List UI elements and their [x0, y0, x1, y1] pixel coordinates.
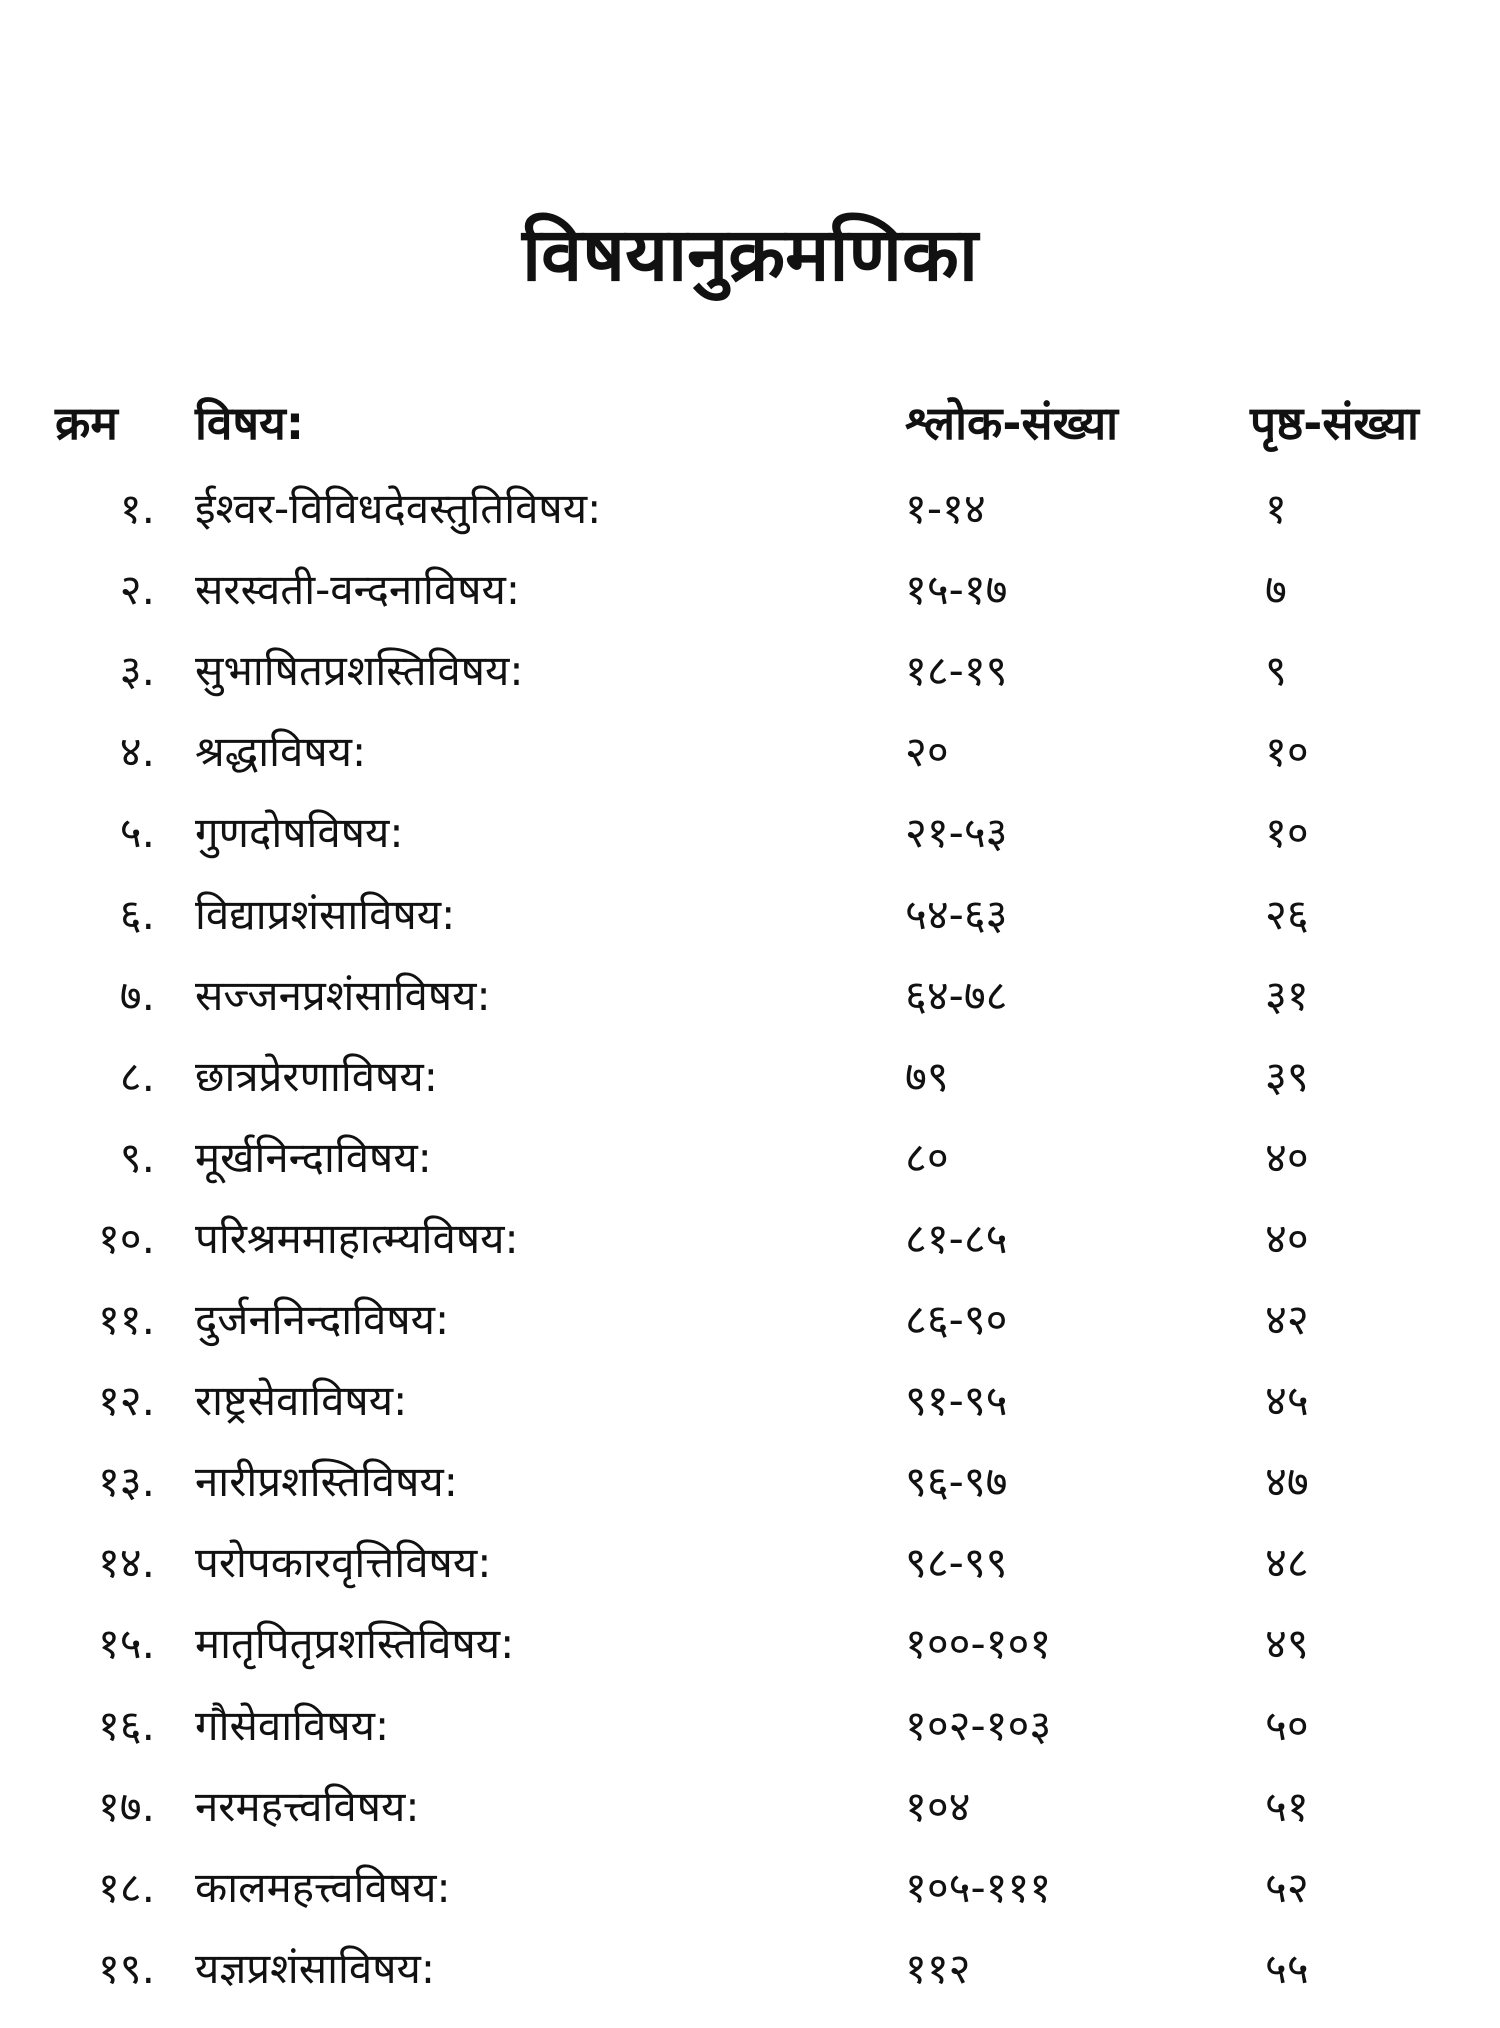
table-row [0, 1943, 1500, 2028]
serial-number: १८. [97, 1862, 155, 1912]
topic-name: परिश्रममाहात्म्यविषय: [195, 1213, 519, 1263]
topic-name: श्रद्धाविषय: [195, 727, 367, 777]
topic-name: मातृपितृप्रशस्तिविषय: [195, 1619, 515, 1669]
topic-name: नारीप्रशस्तिविषय: [195, 1457, 458, 1507]
serial-number: १०. [97, 1213, 155, 1263]
table-row [0, 889, 1500, 974]
page-number: १ [1265, 484, 1287, 533]
verse-range: २१-५३ [905, 808, 1008, 858]
verse-range: ८६-९० [905, 1295, 1008, 1344]
table-row [0, 1538, 1500, 1622]
table-row [0, 1376, 1500, 1460]
verse-range: ५४-६३ [905, 889, 1008, 939]
table-row [0, 727, 1500, 811]
topic-name: मूर्खनिन्दाविषय: [195, 1132, 432, 1182]
table-row [0, 565, 1500, 649]
verse-range: ८१-८५ [905, 1213, 1008, 1263]
page-number: ७ [1265, 565, 1287, 615]
page-number: १० [1265, 727, 1309, 777]
page-number: ९ [1265, 646, 1287, 696]
page-title: विषयानुक्रमणिका [522, 212, 978, 298]
header-page: पृष्ठ-संख्या [1250, 396, 1419, 450]
topic-name: परोपकारवृत्तिविषय: [195, 1538, 492, 1588]
topic-name: गुणदोषविषय: [195, 808, 404, 858]
verse-range: ९६-९७ [905, 1457, 1008, 1507]
topic-name: यज्ञप्रशंसाविषय: [195, 1943, 436, 1993]
serial-number: ११. [97, 1295, 155, 1344]
serial-number: १. [119, 484, 155, 533]
topic-name: नरमहत्त्वविषय: [195, 1781, 420, 1831]
verse-range: ९१-९५ [905, 1376, 1008, 1426]
serial-number: १६. [97, 1700, 155, 1750]
topic-name: सरस्वती-वन्दनाविषय: [195, 565, 521, 615]
page-number: ५० [1265, 1700, 1309, 1750]
verse-range: १०४ [905, 1781, 971, 1831]
page-number: ४५ [1265, 1376, 1309, 1426]
page-number: ५५ [1265, 1943, 1309, 1993]
verse-range: ९८-९९ [905, 1538, 1008, 1588]
serial-number: १३. [97, 1457, 155, 1507]
table-row [0, 970, 1500, 1055]
serial-number: ५. [119, 808, 155, 858]
serial-number: ९. [119, 1132, 155, 1182]
header-topic: विषय: [195, 396, 305, 450]
verse-range: ८० [905, 1132, 949, 1182]
topic-name: राष्ट्रसेवाविषय: [195, 1376, 408, 1426]
serial-number: १९. [97, 1943, 155, 1993]
serial-number: ६. [119, 889, 155, 939]
table-row [0, 1862, 1500, 1947]
serial-number: १७. [97, 1781, 155, 1831]
page-number: ४७ [1265, 1457, 1309, 1507]
topic-name: विद्याप्रशंसाविषय: [195, 889, 456, 939]
page-number: २६ [1265, 889, 1309, 939]
serial-number: १४. [97, 1538, 155, 1588]
table-row [0, 1781, 1500, 1866]
topic-name: दुर्जननिन्दाविषय: [195, 1295, 450, 1344]
serial-number: २. [119, 565, 155, 615]
page-number: ५१ [1265, 1781, 1309, 1831]
header-verses: श्लोक-संख्या [905, 396, 1119, 450]
page-number: ५२ [1265, 1862, 1309, 1912]
verse-range: १०५-१११ [905, 1862, 1052, 1912]
topic-name: छात्रप्रेरणाविषय: [195, 1051, 438, 1101]
topic-name: सज्जनप्रशंसाविषय: [195, 970, 491, 1020]
serial-number: ३. [119, 646, 155, 696]
table-row [0, 1295, 1500, 1379]
page-number: ३१ [1265, 970, 1309, 1020]
serial-number: १५. [97, 1619, 155, 1669]
verse-range: ११२ [905, 1943, 971, 1993]
topic-name: ईश्वर-विविधदेवस्तुतिविषय: [195, 484, 602, 533]
table-row [0, 1132, 1500, 1217]
verse-range: १०२-१०३ [905, 1700, 1052, 1750]
table-row [0, 646, 1500, 730]
table-row [0, 1051, 1500, 1136]
verse-range: २० [905, 727, 949, 777]
table-row [0, 484, 1500, 568]
verse-range: १८-१९ [905, 646, 1008, 696]
verse-range: १००-१०१ [905, 1619, 1052, 1669]
page-number: ४९ [1265, 1619, 1309, 1669]
topic-name: सुभाषितप्रशस्तिविषय: [195, 646, 524, 696]
page-number: ३९ [1265, 1051, 1309, 1101]
serial-number: ८. [119, 1051, 155, 1101]
table-row [0, 808, 1500, 892]
verse-range: ७९ [905, 1051, 949, 1101]
page-number: ४२ [1265, 1295, 1309, 1344]
page-number: ४० [1265, 1132, 1309, 1182]
table-row [0, 1457, 1500, 1541]
table-row [0, 1700, 1500, 1785]
verse-range: ६४-७८ [905, 970, 1008, 1020]
header-serial: क्रम [55, 396, 118, 450]
page-number: ४८ [1265, 1538, 1309, 1588]
serial-number: १२. [97, 1376, 155, 1426]
page-number: ४० [1265, 1213, 1309, 1263]
page-number: १० [1265, 808, 1309, 858]
topic-name: गौसेवाविषय: [195, 1700, 390, 1750]
verse-range: १५-१७ [905, 565, 1008, 615]
topic-name: कालमहत्त्वविषय: [195, 1862, 451, 1912]
table-row [0, 1619, 1500, 1703]
serial-number: ४. [119, 727, 155, 777]
table-row [0, 1213, 1500, 1298]
verse-range: १-१४ [905, 484, 986, 533]
serial-number: ७. [119, 970, 155, 1020]
